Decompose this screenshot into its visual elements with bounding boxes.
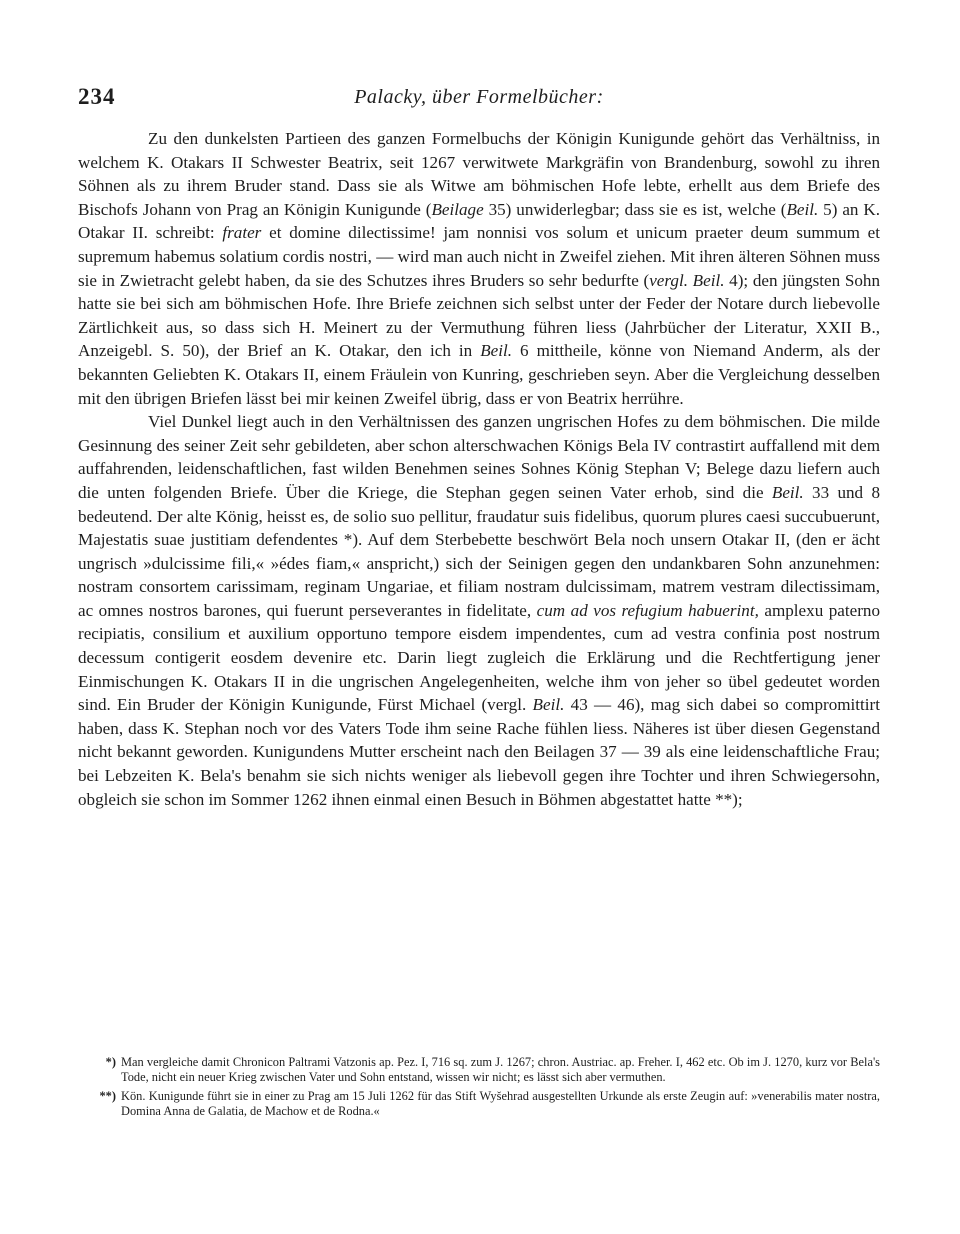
italic-text: cum ad vos refugium habuerint, [536,600,759,620]
italic-text: frater [222,223,262,243]
footnote [78,1055,880,1086]
footnote-marker: *) [105,1055,116,1069]
text-run: 35) unwiderlegbar; dass sie es ist, welche ( [483,199,787,219]
italic-text: Beil. [480,341,513,361]
running-title: Palacky, über Formelbücher: [354,86,604,108]
italic-text: Beil. [786,199,819,219]
paragraph [78,127,880,410]
footnote-marker: **) [99,1088,116,1103]
italic-text: Beilage [431,199,484,219]
body-text [78,127,880,811]
text-run: 5) an K. Otakar II. schreibt: [78,199,880,243]
page-number: 234 [78,84,116,109]
footnote [78,1089,880,1120]
text-run: 6 mittheile, könne von Niemand Anderm, als der bekannten Geliebten K. Otakars II, einem Fräulein von Kunring, geschrieben seyn. Aber die Vergleichung desselben mit den übrigen Briefen lässt bei mir keinen Zweifel übrig, dass er von Beatrix herrühre. [78,341,880,408]
text-run: 33 und 8 bedeutend. Der alte König, heisst es, de solio suo pellitur, fraudatur suis fidelibus, quorum plures caesi succubuerunt, Majestatis suae justitiam defendentes *). Auf dem Sterbebette beschwört Bela noch unsern Otakar II, (den er ächt ungrisch »dulcissime fili,« »édes fiam,« anspricht,) sich der Seinigen gegen den undankbaren Sohn anzunehmen: nostram consortem carissimam, reginam Ungariae, et filiam nostram dulcissimam, matrem vestram dilectissimam, ac omnes nostros barones, qui fuerunt perseverantes in fidelitate, [78,482,880,620]
italic-text: vergl. Beil. [649,270,725,290]
paragraph [78,410,880,811]
italic-text: Beil. [771,482,804,502]
text-run: 4); den jüngsten Sohn hatte sie bei sich am böhmischen Hofe. Ihre Briefe zeichnen sich selbst unter der Feder der Notare durch liebevolle Zärtlichkeit aus, so dass sich H. Meinert zu der Vermuthung führen liess (Jahrbücher der Literatur, XXII B., Anzeigebl. S. 50), der Brief an K. Otakar, den ich in [78,270,880,361]
text-run: Viel Dunkel liegt auch in den Verhältnissen des ganzen ungrischen Hofes zu dem böhmischen. Die milde Gesinnung des seiner Zeit sehr gebildeten, aber schon alterschwachen Königs Bela IV contrastirt auffallend mit dem auffahrenden, leidenschaftlichen, fast wilden Benehmen seines Sohnes König Stephan V; Belege dazu liefern auch die unten folgenden Briefe. Über die Kriege, die Stephan gegen seinen Vater erhob, sind die [78,412,880,502]
text-run: et domine dilectissime! jam nonnisi vos solum et unicum praeter deum summum et supremum habemus solatium cordis nostri, — wird man auch nicht in Zweifel ziehen. Mit ihren älteren Söhnen muss sie in Zwietracht gelebt haben, da sie des Schutzes ihres Bruders so sehr bedurfte ( [78,223,880,290]
footnote-text: Man vergleiche damit Chronicon Paltrami Vatzonis ap. Pez. I, 716 sq. zum J. 1267; chron. Austriac. ap. Freher. I, 462 etc. Ob im J. 1270, kurz vor Bela's Tode, nicht ein neuer Krieg zwischen Vater und Sohn entstand, wissen wir nicht; es lässt sich aber vermuthen. [121,1055,880,1085]
footnotes [78,1055,880,1123]
text-run: Zu den dunkelsten Partieen des ganzen Formelbuchs der Königin Kunigunde gehört das Verhältniss, in welchem K. Otakars II Schwester Beatrix, seit 1267 verwitwete Markgräfin von Brandenburg, sowohl zu ihren Söhnen als zu ihrem Bruder stand. Dass sie als Witwe am böhmischen Hofe lebte, erhellt aus dem Briefe des Bischofs Johann von Prag an Königin Kunigunde ( [78,129,880,219]
footnote-text: Kön. Kunigunde führt sie in einer zu Prag am 15 Juli 1262 für das Stift Wyšehrad ausgestellten Urkunde als erste Zeugin auf: »venerabilis mater nostra, Domina Anna de Galatia, de Machow et de Rodna.« [121,1088,880,1119]
italic-text: Beil. [532,695,565,715]
text-run: 43 — 46), mag sich dabei so compromittirt haben, dass K. Stephan noch vor des Vaters Tode ihm seine Rache fühlen liess. Näheres ist über diesen Gegenstand nicht bekannt geworden. Kunigundens Mutter erscheint nach den Beilagen 37 — 39 als eine leidenschaftliche Frau; bei Lebzeiten K. Bela's benahm sie sich nichts weniger als liebevoll gegen ihre Tochter und ihren Schwiegersohn, obgleich sie schon im Sommer 1262 ihnen einmal einen Besuch in Böhmen abgestattet hatte **); [78,695,880,809]
page-header [78,84,880,120]
text-run: amplexu paterno recipiatis, consilium et auxilium opportuno tempore eisdem impendentes, cum ad vestra confinia post nostrum decessum contigerit eosdem devenire etc. Darin liegt zugleich die Erklärung und die Rechtfertigung jener Einmischungen K. Otakars II in die ungrischen Angelegenheiten, welche ihm von jeher so übel gedeutet worden sind. Ein Bruder der Königin Kunigunde, Fürst Michael (vergl. [78,600,880,715]
